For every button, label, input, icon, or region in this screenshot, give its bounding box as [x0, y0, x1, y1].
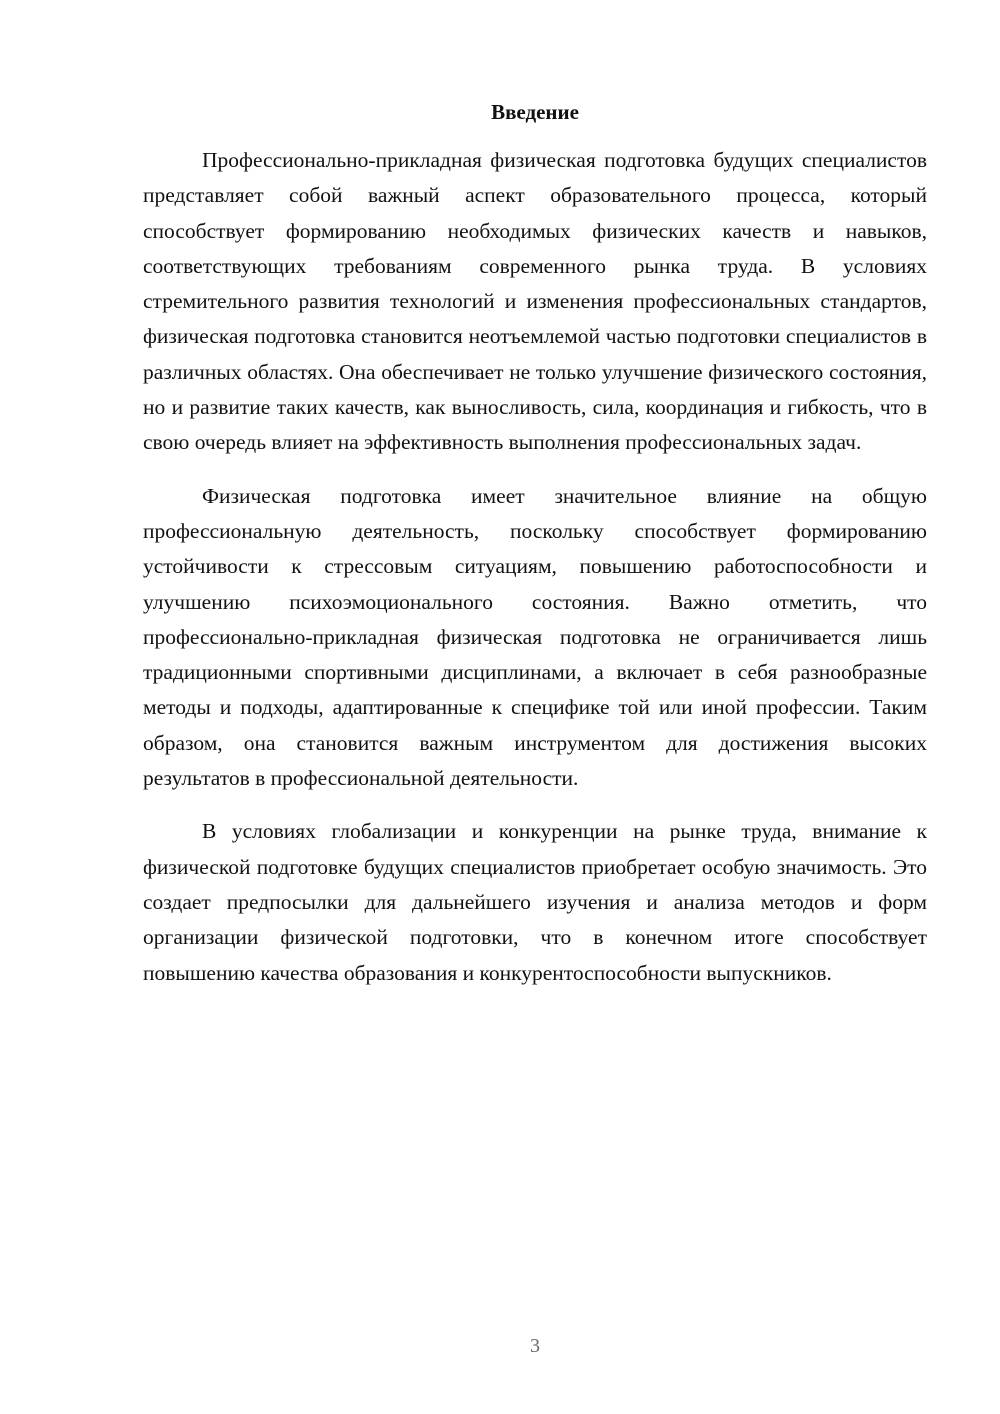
paragraph-2: Физическая подготовка имеет значительное влияние на общую профессиональную деятельность, поскольку способствует формированию устойчивости к стрессовым ситуациям, повышению работоспособности и улучшению психоэмоционального состояния. Важно отметить, что профессионально-прикладная физическая подготовка не ограничивается лишь традиционными спортивными дисциплинами, а включает в себя разнообразные методы и подходы, адаптированные к специфике той или иной профессии. Таким образом, она становится важным инструментом для достижения высоких результатов в профессиональной деятельности. — [143, 483, 927, 791]
page-title: Введение — [491, 100, 579, 124]
paragraph-1: Профессионально-прикладная физическая подготовка будущих специалистов представляет собой важный аспект образовательного процесса, который способствует формированию необходимых физических качеств и навыков, соответствующих требованиям современного рынка труда. В условиях стремительного развития технологий и изменения профессиональных стандартов, физическая подготовка становится неотъемлемой частью подготовки специалистов в различных областях. Она обеспечивает не только улучшение физического состояния, но и развитие таких качеств, как выносливость, сила, координация и гибкость, что в свою очередь влияет на эффективность выполнения профессиональных задач. — [143, 148, 927, 455]
page-number: 3 — [530, 1335, 540, 1357]
paragraph-3: В условиях глобализации и конкуренции на рынке труда, внимание к физической подготовке будущих специалистов приобретает особую значимость. Это создает предпосылки для дальнейшего изучения и анализа методов и форм организации физической подготовки, что в конечном итоге способствует повышению качества образования и конкурентоспособности выпускников. — [143, 819, 927, 985]
body-text — [143, 143, 927, 1009]
